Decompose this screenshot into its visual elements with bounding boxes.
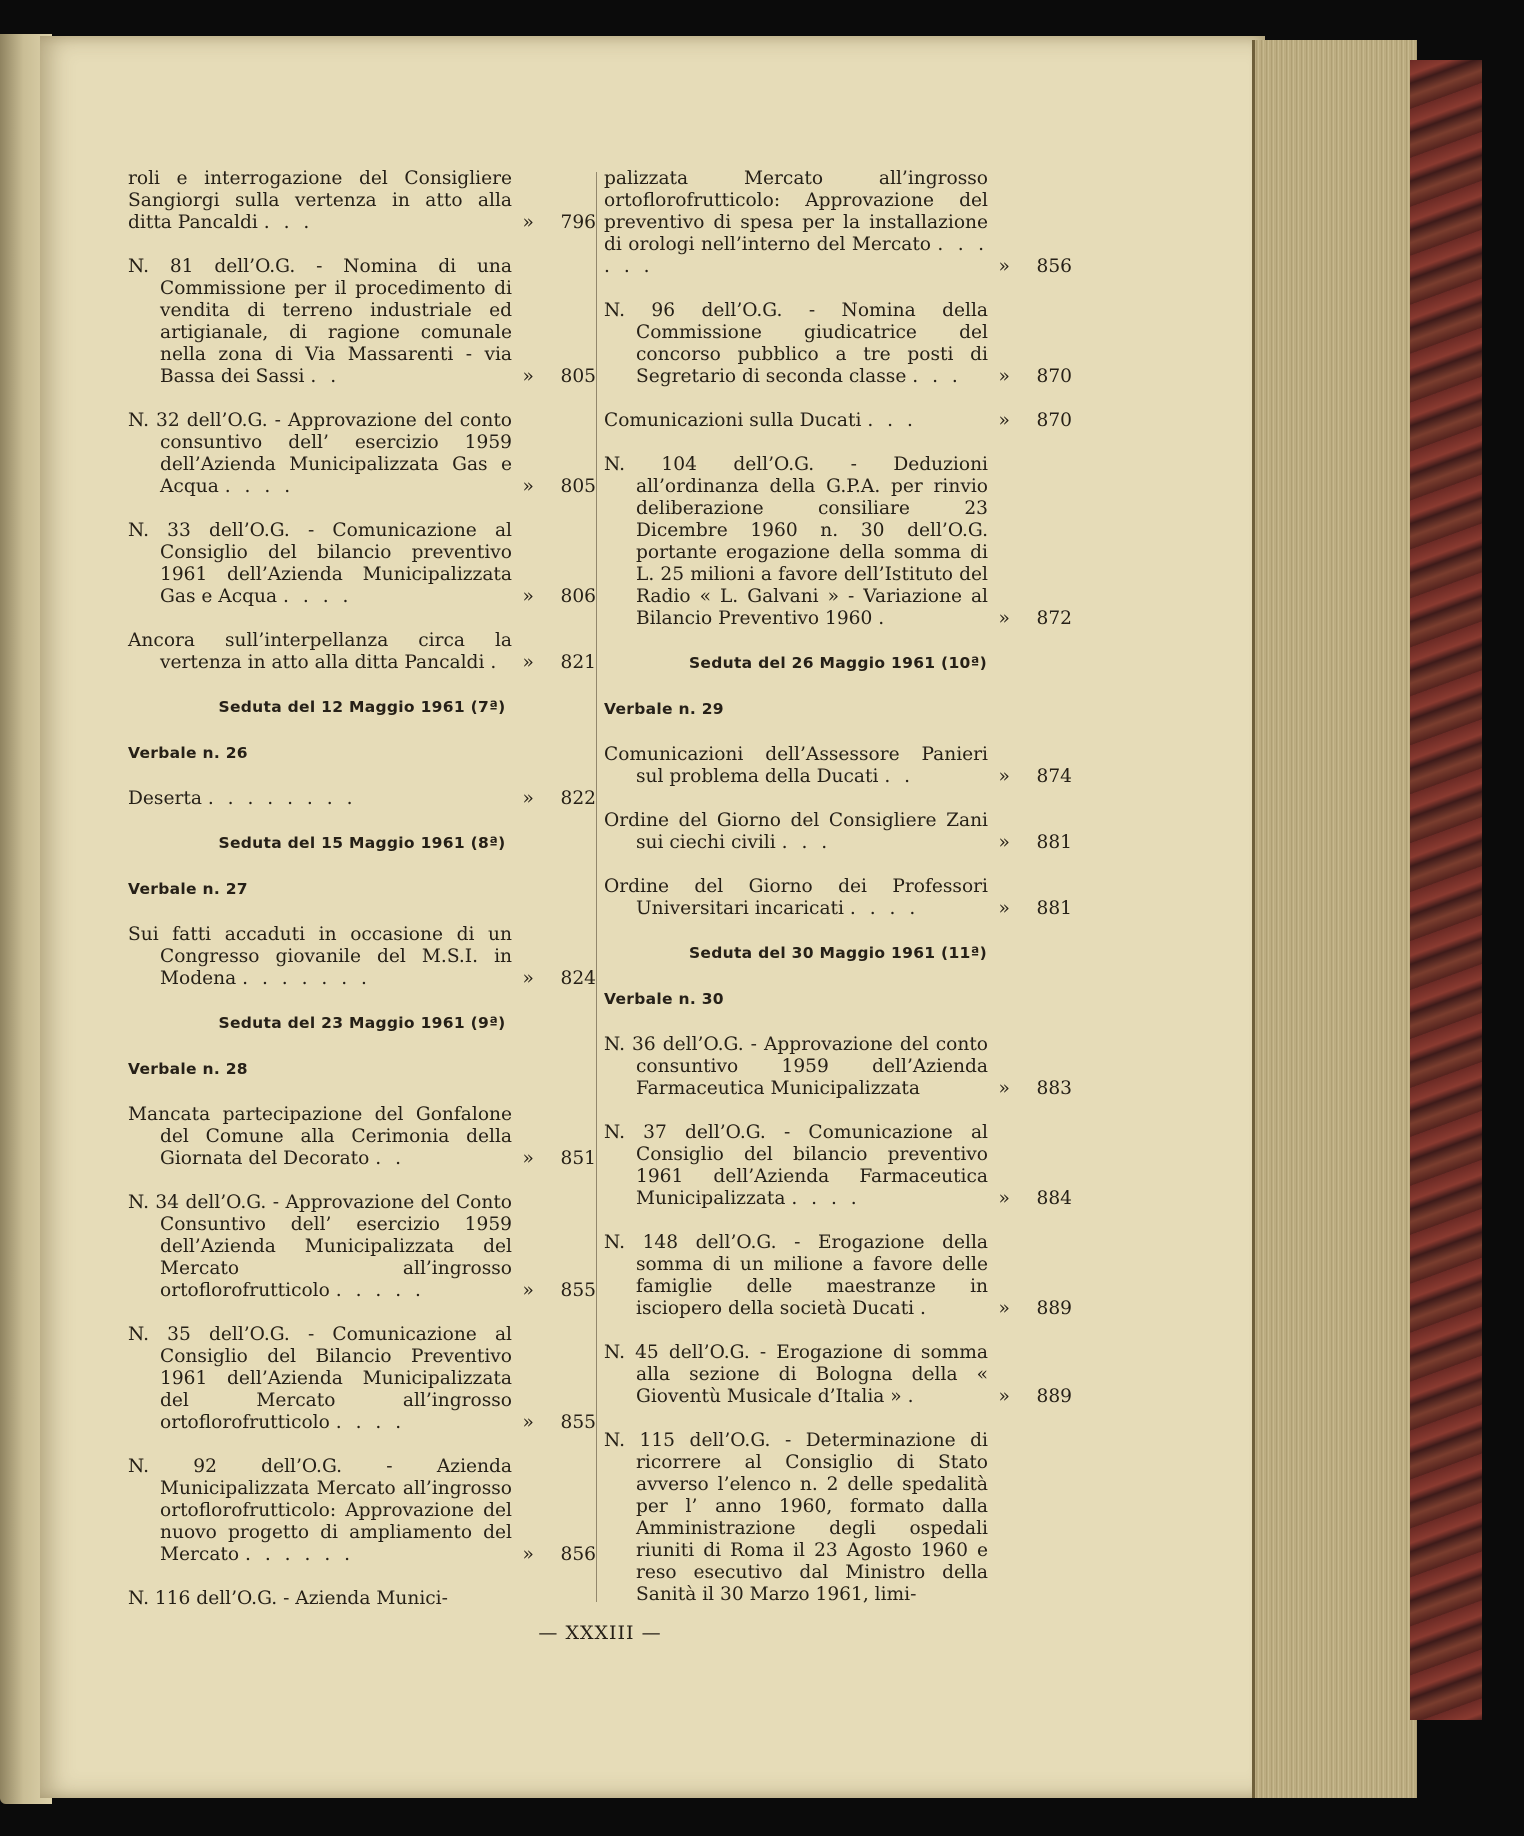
entry-title: N. 37 dell’O.G. - Comunicazione al Consiglio del bilancio preventivo 1961 dell’Azienda Farmaceutica Municipalizzata xyxy=(604,1122,988,1209)
page-number-ref: 870 xyxy=(1036,410,1072,431)
ditto-mark: » xyxy=(522,1544,534,1565)
session-heading: Seduta del 26 Maggio 1961 (10ª) xyxy=(688,654,988,672)
page-number-ref: 889 xyxy=(1036,1386,1072,1407)
page-number-ref: 874 xyxy=(1036,766,1072,787)
ditto-mark: » xyxy=(522,1148,534,1169)
page-number-ref: 870 xyxy=(1036,366,1072,387)
ditto-mark: » xyxy=(998,1386,1010,1407)
page-reference xyxy=(992,898,1072,920)
page-number-ref: 855 xyxy=(560,1412,596,1433)
ditto-mark: » xyxy=(998,832,1010,853)
index-entry xyxy=(128,1456,596,1566)
page-number-ref: 805 xyxy=(560,476,596,497)
index-entry xyxy=(604,1342,1072,1408)
page-number: — XXXIII — xyxy=(538,1622,662,1644)
index-entry xyxy=(604,1430,1072,1606)
ditto-mark: » xyxy=(522,968,534,989)
entry-title: N. 45 dell’O.G. - Erogazione di somma alla sezione di Bologna della « Gioventù Musicale d’Italia » xyxy=(604,1342,988,1407)
verbale-heading: Verbale n. 28 xyxy=(128,1060,248,1078)
page-reference xyxy=(992,608,1072,630)
index-entry xyxy=(604,1122,1072,1210)
leader-dots: . . xyxy=(310,366,341,387)
index-entry xyxy=(128,1104,596,1170)
index-entry xyxy=(604,168,1072,278)
verbale-heading: Verbale n. 30 xyxy=(604,990,724,1008)
entry-title: Comunicazioni dell’Assessore Panieri sul problema della Ducati xyxy=(604,744,988,787)
index-entry xyxy=(604,410,1072,432)
page-number-ref: 806 xyxy=(560,586,596,607)
leader-dots: . . . . . . . . xyxy=(207,788,357,809)
index-entry xyxy=(604,810,1072,854)
entry-title: palizzata Mercato all’ingrosso ortoflorofrutticolo: Approvazione del preventivo di spesa per la installazione di orologi nell’interno del Mercato xyxy=(604,168,988,255)
left-column xyxy=(128,168,596,1632)
page-number-ref: 824 xyxy=(560,968,596,989)
page-number-ref: 851 xyxy=(560,1148,596,1169)
entry-title: N. 96 dell’O.G. - Nomina della Commissione giudicatrice del concorso pubblico a tre posti di Segretario di seconda classe xyxy=(604,300,988,387)
ditto-mark: » xyxy=(998,410,1010,431)
leader-dots: . . . xyxy=(263,212,314,233)
marbled-cover xyxy=(1410,60,1482,1720)
page-reference xyxy=(992,410,1072,432)
page-number-ref: 855 xyxy=(560,1280,596,1301)
leader-dots: . . . . xyxy=(335,1412,406,1433)
entry-title: N. 33 dell’O.G. - Comunicazione al Consiglio del bilancio preventivo 1961 dell’Azienda Municipalizzata Gas e Acqua xyxy=(128,520,512,607)
entry-title: Mancata partecipazione del Gonfalone del Comune alla Cerimonia della Giornata del Decorato xyxy=(128,1104,512,1169)
entry-title: N. 104 dell’O.G. - Deduzioni all’ordinanza della G.P.A. per rinvio deliberazione consiliare 23 Dicembre 1960 n. 30 dell’O.G. portante erogazione della somma di L. 25 milioni a favore dell’Istituto del Radio « L. Galvani » - Variazione al Bilancio Preventivo 1960 xyxy=(604,454,988,629)
ditto-mark: » xyxy=(522,586,534,607)
page-reference xyxy=(516,586,596,608)
page-reference xyxy=(516,1148,596,1170)
entry-title: Comunicazioni sulla Ducati xyxy=(604,410,862,431)
page-reference xyxy=(516,1544,596,1566)
index-entry xyxy=(128,168,596,234)
index-entry xyxy=(604,744,1072,788)
entry-title: N. 35 dell’O.G. - Comunicazione al Consiglio del Bilancio Preventivo 1961 dell’Azienda Municipalizzata del Mercato all’ingrosso ortoflorofrutticolo xyxy=(128,1324,512,1433)
leader-dots: . . . . . . xyxy=(604,234,988,277)
verbale-heading: Verbale n. 26 xyxy=(128,744,248,762)
page-number-ref: 796 xyxy=(560,212,596,233)
leader-dots: . . . . xyxy=(283,586,353,607)
ditto-mark: » xyxy=(522,1412,534,1433)
page-reference xyxy=(516,1280,596,1302)
session-heading: Seduta del 23 Maggio 1961 (9ª) xyxy=(218,1014,506,1032)
leader-dots: . . . xyxy=(781,832,832,853)
index-entry xyxy=(128,520,596,608)
index-entry xyxy=(128,1588,596,1610)
index-entry xyxy=(128,256,596,388)
ditto-mark: » xyxy=(998,898,1010,919)
leader-dots: . . xyxy=(884,766,915,787)
page-number-ref: 881 xyxy=(1036,898,1072,919)
entry-title: Ordine del Giorno del Consigliere Zani sui ciechi civili xyxy=(604,810,988,853)
page-reference xyxy=(992,1078,1072,1100)
leader-dots: . . . . xyxy=(849,898,920,919)
page-reference xyxy=(992,366,1072,388)
page-reference xyxy=(992,1386,1072,1408)
page-reference xyxy=(992,1188,1072,1210)
page-number-ref: 856 xyxy=(1036,256,1072,277)
ditto-mark: » xyxy=(998,366,1010,387)
page-reference xyxy=(992,256,1072,278)
column-divider xyxy=(596,172,597,1602)
entry-title: N. 32 dell’O.G. - Approvazione del conto consuntivo dell’ esercizio 1959 dell’Azienda Municipalizzata Gas e Acqua xyxy=(128,410,512,497)
leader-dots: . . . . . . . xyxy=(242,968,371,989)
verbale-heading: Verbale n. 27 xyxy=(128,880,248,898)
index-entry xyxy=(604,876,1072,920)
ditto-mark: » xyxy=(522,652,534,673)
ditto-mark: » xyxy=(522,212,534,233)
page-reference xyxy=(516,476,596,498)
page-block-edges xyxy=(1252,40,1417,1798)
ditto-mark: » xyxy=(522,788,534,809)
leader-dots: . xyxy=(920,1298,930,1319)
ditto-mark: » xyxy=(998,766,1010,787)
entry-title: N. 148 dell’O.G. - Erogazione della somma di un milione a favore delle famiglie delle maestranze in isciopero della società Ducati xyxy=(604,1232,988,1319)
leader-dots: . xyxy=(490,652,501,673)
page-reference xyxy=(516,788,596,810)
index-entry xyxy=(604,300,1072,388)
leader-dots: . . . xyxy=(912,366,962,387)
ditto-mark: » xyxy=(522,476,534,497)
page-reference xyxy=(516,212,596,234)
entry-title: Sui fatti accaduti in occasione di un Congresso giovanile del M.S.I. in Modena xyxy=(128,924,512,989)
index-entry xyxy=(604,454,1072,630)
leader-dots: . . . xyxy=(867,410,917,431)
ditto-mark: » xyxy=(998,1298,1010,1319)
ditto-mark: » xyxy=(522,366,534,387)
page-number-ref: 821 xyxy=(560,652,596,673)
leader-dots: . xyxy=(878,608,889,629)
index-entry xyxy=(128,630,596,674)
session-heading: Seduta del 30 Maggio 1961 (11ª) xyxy=(688,944,988,962)
page-reference xyxy=(516,366,596,388)
right-column xyxy=(604,168,1072,1628)
leader-dots: . . . . . . xyxy=(245,1544,355,1565)
leader-dots: . . . . xyxy=(224,476,295,497)
session-heading: Seduta del 12 Maggio 1961 (7ª) xyxy=(218,698,506,716)
page-number-ref: 881 xyxy=(1036,832,1072,853)
entry-title: Ordine del Giorno dei Professori Universitari incaricati xyxy=(604,876,988,919)
leader-dots: . . . . . xyxy=(335,1280,425,1301)
index-entry xyxy=(604,1232,1072,1320)
index-entry xyxy=(128,924,596,990)
entry-title: N. 81 dell’O.G. - Nomina di una Commissione per il procedimento di vendita di terreno industriale ed artigianale, di ragione comunale nella zona di Via Massarenti - via Bassa dei Sassi xyxy=(128,256,512,387)
page-reference xyxy=(516,1412,596,1434)
page-number-ref: 822 xyxy=(560,788,596,809)
entry-title: N. 115 dell’O.G. - Determinazione di ricorrere al Consiglio di Stato avverso l’elenco n. 2 delle spedalità per l’ anno 1960, formato dalla Amministrazione degli ospedali riuniti di Roma il 23 Agosto 1960 e reso esecutivo dal Ministro della Sanità il 30 Marzo 1961, limi- xyxy=(604,1430,988,1605)
leader-dots: . xyxy=(907,1386,918,1407)
verbale-heading: Verbale n. 29 xyxy=(604,700,724,718)
entry-title: Ancora sull’interpellanza circa la vertenza in atto alla ditta Pancaldi xyxy=(128,630,512,673)
page-number-ref: 889 xyxy=(1036,1298,1072,1319)
page-reference xyxy=(992,766,1072,788)
ditto-mark: » xyxy=(998,256,1010,277)
entry-title: N. 116 dell’O.G. - Azienda Munici- xyxy=(128,1588,448,1609)
ditto-mark: » xyxy=(998,1188,1010,1209)
entry-title: roli e interrogazione del Consigliere Sangiorgi sulla vertenza in atto alla ditta Pancaldi xyxy=(128,168,512,233)
session-heading: Seduta del 15 Maggio 1961 (8ª) xyxy=(218,834,506,852)
index-entry xyxy=(128,410,596,498)
page-reference xyxy=(992,1298,1072,1320)
ditto-mark: » xyxy=(998,1078,1010,1099)
entry-title: Deserta xyxy=(128,788,202,809)
entry-title: N. 36 dell’O.G. - Approvazione del conto consuntivo 1959 dell’Azienda Farmaceutica Municipalizzata xyxy=(604,1034,988,1099)
index-entry xyxy=(128,788,596,810)
index-entry xyxy=(128,1324,596,1434)
index-entry xyxy=(604,1034,1072,1100)
page-reference xyxy=(516,652,596,674)
leader-dots: . . xyxy=(375,1148,405,1169)
page-number-ref: 883 xyxy=(1036,1078,1072,1099)
ditto-mark: » xyxy=(522,1280,534,1301)
entry-title: N. 34 dell’O.G. - Approvazione del Conto Consuntivo dell’ esercizio 1959 dell’Azienda Municipalizzata del Mercato all’ingrosso ortoflorofrutticolo xyxy=(128,1192,512,1301)
leader-dots: . . . . xyxy=(791,1188,861,1209)
page-number-ref: 872 xyxy=(1036,608,1072,629)
index-entry xyxy=(128,1192,596,1302)
page-number-ref: 856 xyxy=(560,1544,596,1565)
ditto-mark: » xyxy=(998,608,1010,629)
page-number-ref: 884 xyxy=(1036,1188,1072,1209)
page-number-ref: 805 xyxy=(560,366,596,387)
page-reference xyxy=(516,968,596,990)
page-reference xyxy=(992,832,1072,854)
entry-title: N. 92 dell’O.G. - Azienda Municipalizzata Mercato all’ingrosso ortoflorofrutticolo: Approvazione del nuovo progetto di ampliamento del Mercato xyxy=(128,1456,512,1565)
